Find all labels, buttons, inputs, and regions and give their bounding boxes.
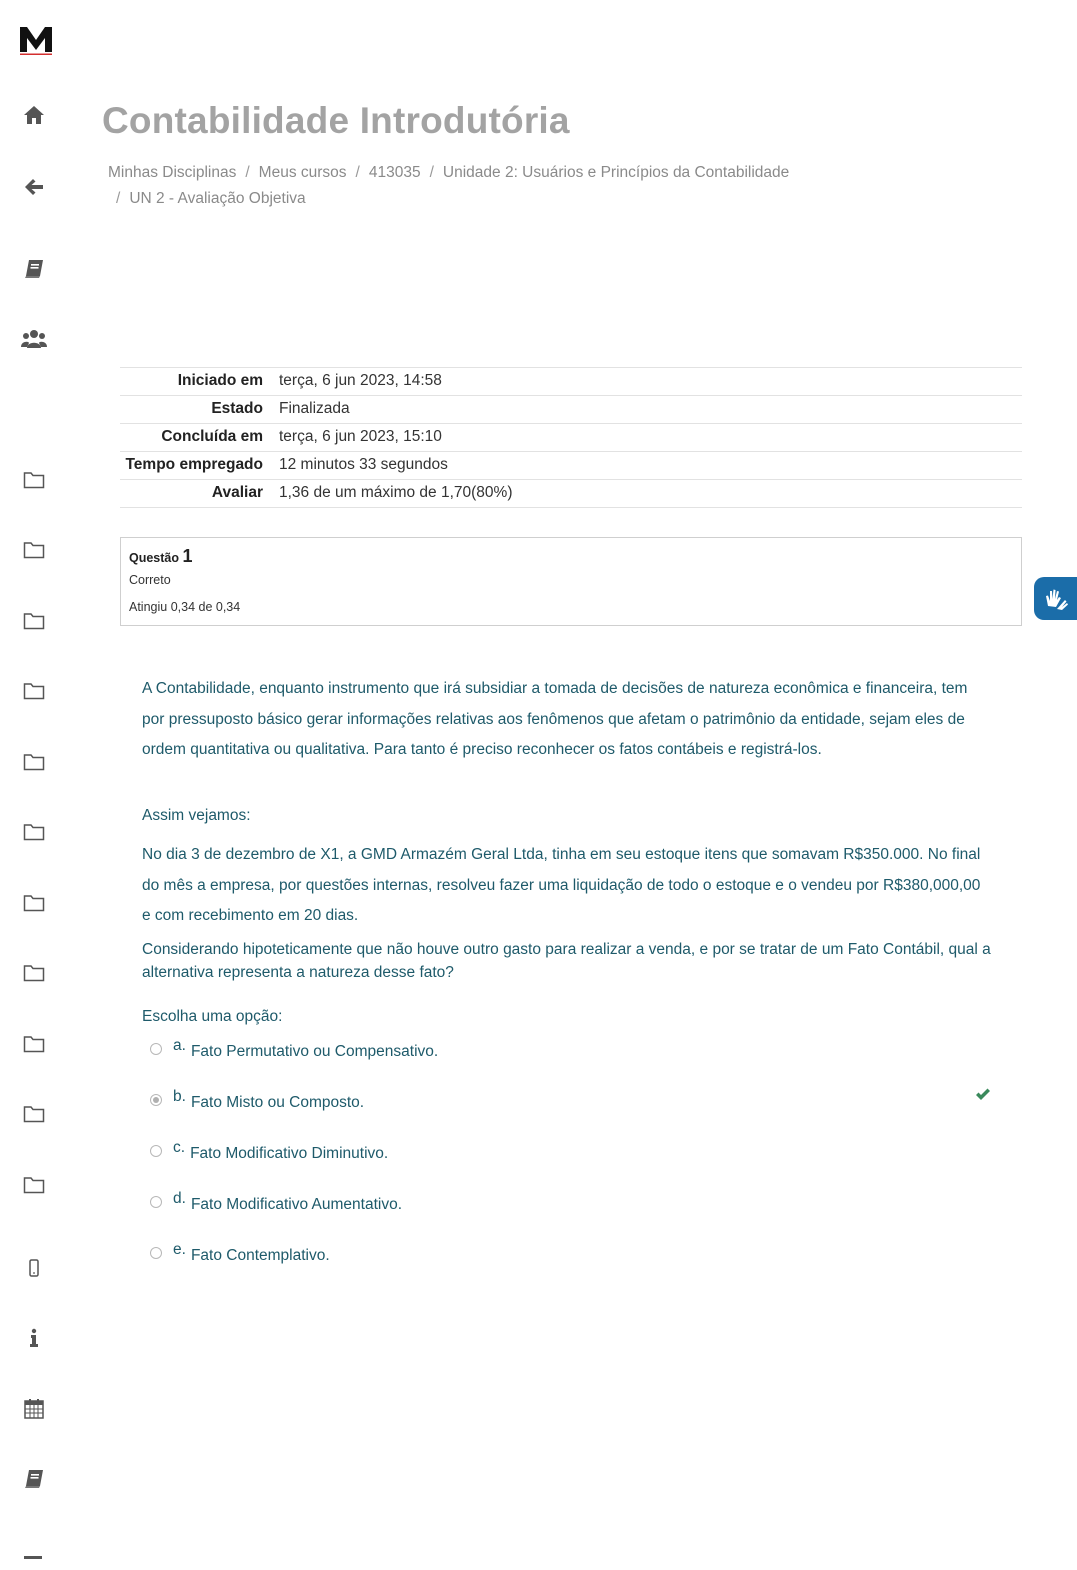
- question-number-value: 1: [182, 546, 193, 566]
- summary-value: terça, 6 jun 2023, 15:10: [279, 424, 1022, 452]
- answer-text: Fato Permutativo ou Compensativo.: [190, 1043, 439, 1060]
- table-row: [120, 368, 1022, 396]
- question-paragraph: Considerando hipoteticamente que não houve outro gasto para realizar a venda, e por se tratar de um Fato Contábil, qual a alternativa representa a natureza desse fato?: [142, 941, 991, 981]
- answer-option-c[interactable]: [150, 1139, 388, 1165]
- breadcrumb-item-meus-cursos[interactable]: Meus cursos: [258, 164, 347, 181]
- radio-button-selected[interactable]: [150, 1094, 162, 1106]
- summary-value: Finalizada: [279, 396, 1022, 424]
- answer-option-d[interactable]: [150, 1190, 402, 1216]
- breadcrumb-separator: /: [355, 164, 360, 181]
- breadcrumb-item-unidade[interactable]: Unidade 2: Usuários e Princípios da Contabilidade: [442, 164, 790, 181]
- answer-text: Fato Contemplativo.: [190, 1247, 330, 1264]
- back-arrow-icon[interactable]: [20, 175, 48, 199]
- radio-button[interactable]: [150, 1145, 162, 1157]
- question-info-box: [120, 537, 1022, 626]
- folder-icon[interactable]: [20, 538, 48, 562]
- accessibility-widget-button[interactable]: [1034, 577, 1077, 620]
- summary-label: Concluída em: [120, 424, 279, 452]
- logo-m-icon: [19, 22, 53, 56]
- folder-icon[interactable]: [20, 750, 48, 774]
- question-paragraph: A Contabilidade, enquanto instrumento que irá subsidiar a tomada de decisões de natureza econômica e financeira, tem por pressuposto básico gerar informações relativas aos fenômenos que afetam o patrimônio da entidade, sejam eles de ordem quantitativa ou qualitativa. Para tanto é preciso reconhecer os fatos contábeis e registrá-los.: [142, 680, 968, 758]
- answer-option-b[interactable]: [150, 1088, 364, 1114]
- book-icon[interactable]: [20, 257, 48, 281]
- answer-text: Fato Modificativo Diminutivo.: [190, 1145, 389, 1162]
- table-row: [120, 424, 1022, 452]
- table-row: [120, 452, 1022, 480]
- attempt-summary-table: [120, 367, 1022, 508]
- summary-label: Iniciado em: [120, 368, 279, 396]
- question-text: [142, 674, 992, 981]
- folder-icon[interactable]: [20, 468, 48, 492]
- summary-value: 1,36 de um máximo de 1,70(80%): [279, 480, 1022, 508]
- answer-letter: c.: [173, 1139, 186, 1156]
- radio-button[interactable]: [150, 1043, 162, 1055]
- breadcrumb-item-course-code[interactable]: 413035: [368, 164, 421, 181]
- breadcrumb-separator: /: [245, 164, 250, 181]
- answer-prompt: Escolha uma opção:: [142, 1008, 283, 1025]
- summary-value: terça, 6 jun 2023, 14:58: [279, 368, 1022, 396]
- correct-check-icon: [975, 1088, 991, 1107]
- answer-letter: d.: [173, 1190, 186, 1207]
- info-icon[interactable]: [20, 1326, 48, 1350]
- question-grade: Atingiu 0,34 de 0,34: [129, 600, 241, 614]
- book-icon[interactable]: [20, 1467, 48, 1491]
- breadcrumb: [108, 160, 888, 212]
- folder-icon[interactable]: [20, 961, 48, 985]
- sidebar: [0, 0, 70, 1570]
- mobile-icon[interactable]: [20, 1256, 48, 1280]
- summary-label: Estado: [120, 396, 279, 424]
- question-paragraph: Assim vejamos:: [142, 807, 251, 824]
- folder-icon[interactable]: [20, 1102, 48, 1126]
- breadcrumb-item-minhas-disciplinas[interactable]: Minhas Disciplinas: [108, 164, 237, 181]
- summary-label: Tempo empregado: [120, 452, 279, 480]
- folder-icon[interactable]: [20, 679, 48, 703]
- answer-letter: a.: [173, 1037, 186, 1054]
- answer-letter: b.: [173, 1088, 186, 1105]
- folder-icon[interactable]: [20, 891, 48, 915]
- users-icon[interactable]: [20, 327, 48, 351]
- answer-text: Fato Misto ou Composto.: [190, 1094, 365, 1111]
- table-row: [120, 396, 1022, 424]
- radio-button[interactable]: [150, 1196, 162, 1208]
- folder-icon[interactable]: [20, 1173, 48, 1197]
- home-icon[interactable]: [20, 103, 48, 127]
- answer-option-e[interactable]: [150, 1241, 330, 1267]
- breadcrumb-separator: /: [429, 164, 434, 181]
- folder-icon[interactable]: [20, 609, 48, 633]
- summary-label: Avaliar: [120, 480, 279, 508]
- question-number: [129, 546, 193, 567]
- answer-option-a[interactable]: [150, 1037, 438, 1063]
- breadcrumb-item-avaliacao[interactable]: UN 2 - Avaliação Objetiva: [129, 190, 306, 207]
- answer-text: Fato Modificativo Aumentativo.: [190, 1196, 403, 1213]
- summary-value: 12 minutos 33 segundos: [279, 452, 1022, 480]
- question-state: Correto: [129, 573, 171, 587]
- sign-language-hands-icon: [1043, 586, 1069, 612]
- page-title: Contabilidade Introdutória: [102, 100, 570, 141]
- menu-bar-partial: [24, 1556, 42, 1559]
- folder-icon[interactable]: [20, 1032, 48, 1056]
- calendar-icon[interactable]: [20, 1397, 48, 1421]
- breadcrumb-separator: /: [116, 190, 121, 207]
- site-logo[interactable]: [19, 22, 53, 56]
- folder-icon[interactable]: [20, 820, 48, 844]
- question-label: Questão: [129, 551, 180, 565]
- radio-button[interactable]: [150, 1247, 162, 1259]
- question-paragraph: No dia 3 de dezembro de X1, a GMD Armazém Geral Ltda, tinha em seu estoque itens que somavam R$350.000. No final do mês a empresa, por questões internas, resolveu fazer uma liquidação de todo o estoque e o vendeu por R$380,000,00 e com recebimento em 20 dias.: [142, 846, 981, 924]
- answer-letter: e.: [173, 1241, 186, 1258]
- table-row: [120, 480, 1022, 508]
